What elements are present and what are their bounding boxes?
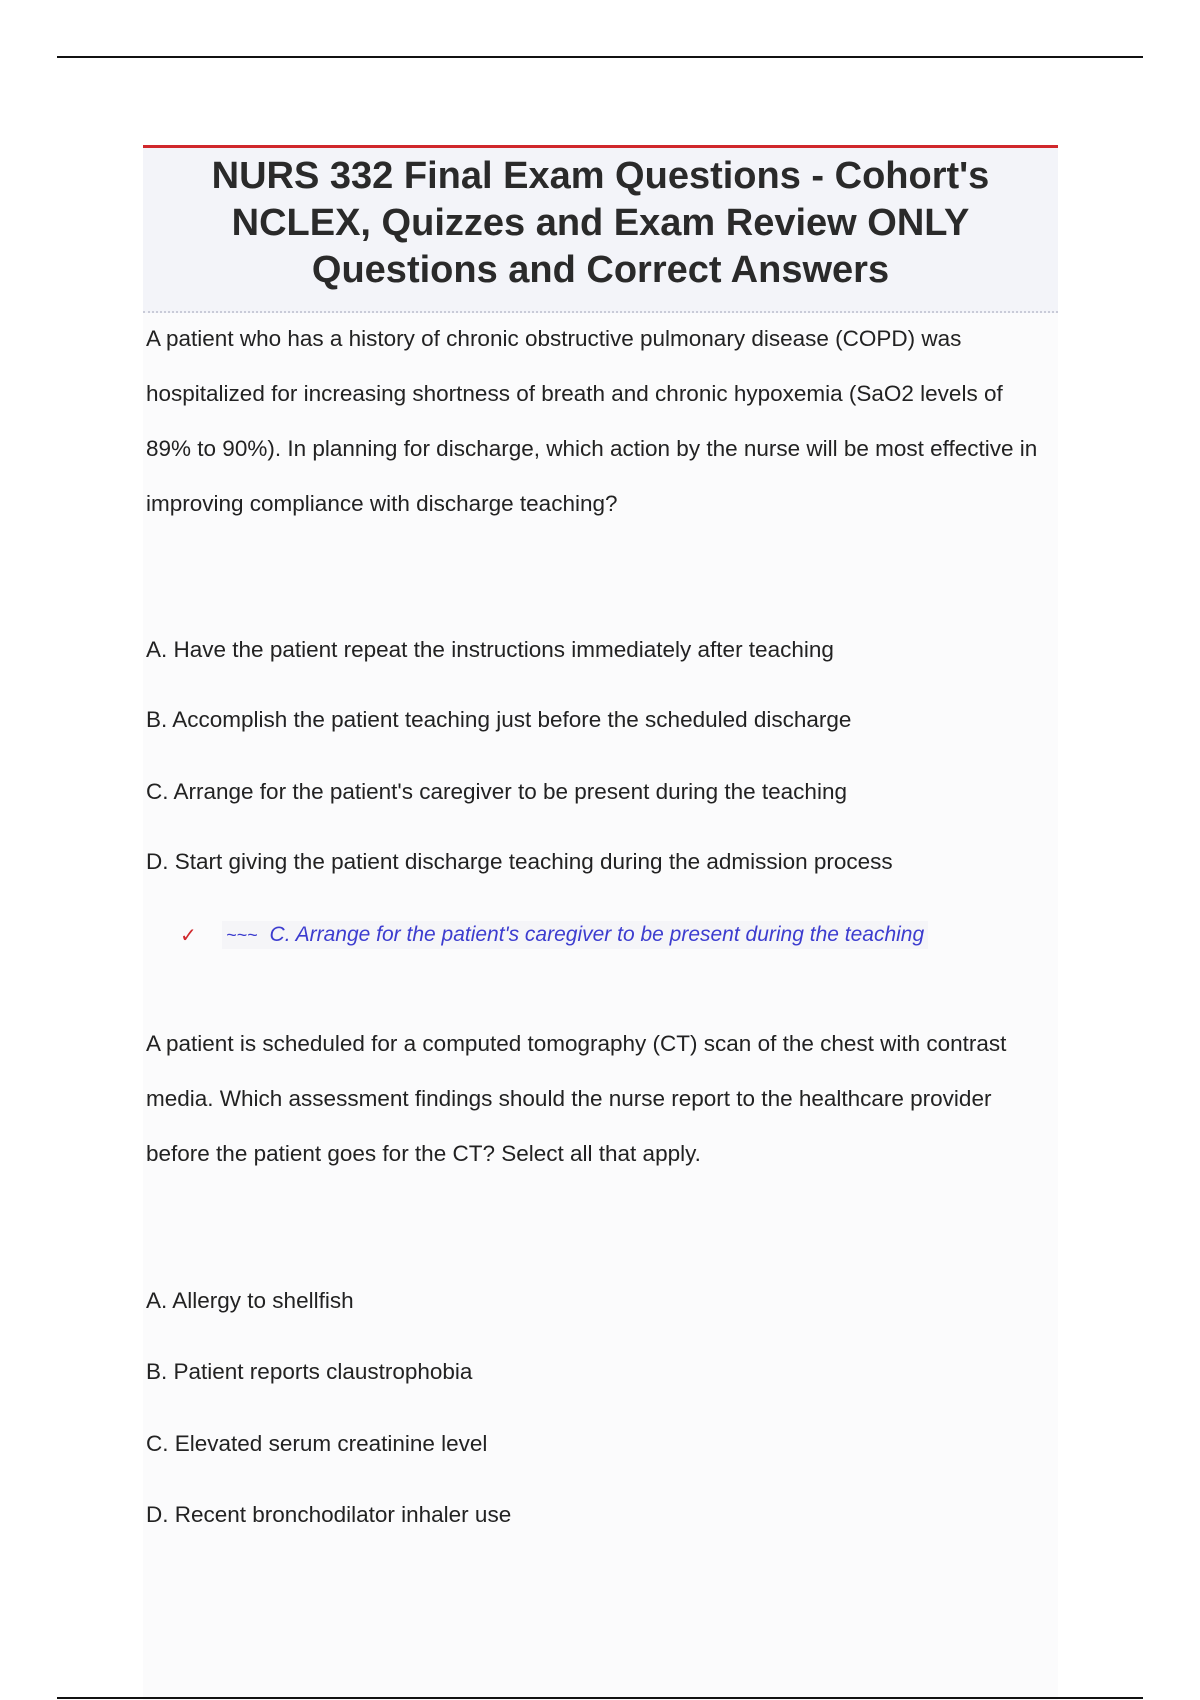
question-1-option-b: B. Accomplish the patient teaching just before the scheduled discharge (146, 707, 852, 732)
question-1-answer-text: C. Arrange for the patient's caregiver to be present during the teaching (269, 923, 925, 946)
title-box (143, 145, 1058, 313)
question-1-option-d: D. Start giving the patient discharge teaching during the admission process (146, 849, 893, 874)
question-2-text: A patient is scheduled for a computed tomography (CT) scan of the chest with contrast media. Which assessment findings should the nurse report to the healthcare provider before the patient goes for the CT? Select all that apply. (146, 1031, 1007, 1166)
bottom-rule (57, 1697, 1143, 1699)
question-1-text: A patient who has a history of chronic obstructive pulmonary disease (COPD) was hospitalized for increasing shortness of breath and chronic hypoxemia (SaO2 levels of 89% to 90%). In planning for discharge, which action by the nurse will be most effective in improving compliance with discharge teaching? (146, 326, 1038, 516)
question-1-answer (180, 918, 928, 952)
question-2-option-b: B. Patient reports claustrophobia (146, 1359, 473, 1384)
question-2-option-c: C. Elevated serum creatinine level (146, 1431, 488, 1456)
document-title: NURS 332 Final Exam Questions - Cohort's NCLEX, Quizzes and Exam Review ONLY Questions and Correct Answers (211, 155, 990, 291)
checkmark-icon: ✓ (180, 923, 197, 947)
question-1-option-a: A. Have the patient repeat the instructions immediately after teaching (146, 637, 834, 662)
question-2-option-a: A. Allergy to shellfish (146, 1288, 354, 1313)
question-1-option-c: C. Arrange for the patient's caregiver to be present during the teaching (146, 779, 847, 804)
answer-text-wrapper (222, 921, 928, 949)
question-2-option-d: D. Recent bronchodilator inhaler use (146, 1502, 512, 1527)
top-rule (57, 56, 1143, 58)
answer-marker: ~~~ (226, 925, 258, 945)
